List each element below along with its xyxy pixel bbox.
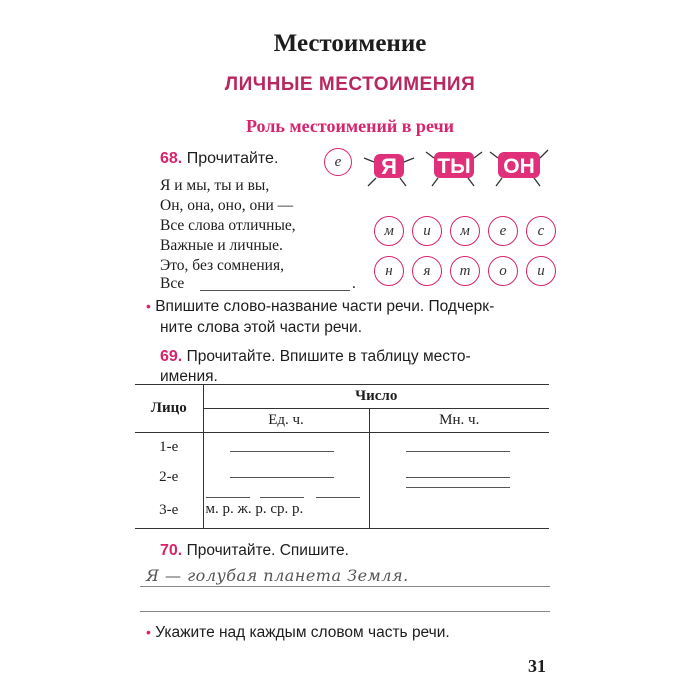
letter-circle: т bbox=[450, 256, 480, 286]
poem bbox=[160, 176, 296, 276]
task-text-continued: ните слова этой части речи. bbox=[160, 319, 362, 336]
exercise-instruction: Прочитайте. Спишите. bbox=[186, 542, 349, 559]
letter-circle: и bbox=[412, 216, 442, 246]
column-header-person: Лицо bbox=[135, 385, 203, 433]
hint-letter: е bbox=[334, 153, 342, 170]
letter-circle: я bbox=[412, 256, 442, 286]
table-cell[interactable] bbox=[369, 493, 549, 529]
exercise-instruction-continued: имения. bbox=[160, 368, 218, 385]
bullet-icon: • bbox=[146, 298, 151, 314]
pronoun-table bbox=[135, 384, 549, 529]
gender-label: ср. р. bbox=[270, 500, 304, 517]
poem-dot: . bbox=[352, 275, 356, 292]
column-header-singular: Ед. ч. bbox=[203, 409, 369, 433]
exercise-68-task bbox=[146, 296, 494, 317]
art-word-ya bbox=[364, 154, 414, 186]
exercise-70-header bbox=[160, 540, 349, 561]
page-title: Местоимение bbox=[273, 30, 427, 57]
exercise-68-header bbox=[160, 150, 278, 168]
row-label: 2-е bbox=[135, 463, 203, 493]
poem-line: Все слова отличные, bbox=[160, 217, 296, 234]
poem-line: Он, она, оно, они — bbox=[160, 197, 294, 214]
letter-circle: с bbox=[526, 216, 556, 246]
art-word: ОН bbox=[503, 155, 535, 178]
writing-line[interactable] bbox=[140, 586, 550, 587]
poem-line: Я и мы, ты и вы, bbox=[160, 177, 270, 194]
page-number: 31 bbox=[528, 656, 546, 676]
table-cell[interactable] bbox=[203, 493, 369, 529]
poem-line: Это, без сомнения, bbox=[160, 257, 284, 274]
subtitle: ЛИЧНЫЕ МЕСТОИМЕНИЯ bbox=[224, 74, 476, 95]
letter-circles-row-1 bbox=[374, 216, 556, 246]
exercise-instruction: Прочитайте. Впишите в таблицу место- bbox=[186, 348, 471, 365]
letter-circle: м bbox=[450, 216, 480, 246]
letter-circle: и bbox=[526, 256, 556, 286]
row-label: 3-е bbox=[135, 493, 203, 529]
letter-circle: о bbox=[488, 256, 518, 286]
section-title: Роль местоимений в речи bbox=[245, 116, 455, 136]
bullet-icon: • bbox=[146, 624, 151, 640]
gender-label: м. р. bbox=[205, 500, 234, 517]
task-text: Впишите слово-название части речи. Подчерк- bbox=[155, 298, 495, 315]
column-header-plural: Мн. ч. bbox=[369, 409, 549, 433]
letter-circle: н bbox=[374, 256, 404, 286]
letter-circle: е bbox=[488, 216, 518, 246]
row-label: 1-е bbox=[135, 433, 203, 463]
art-word-on bbox=[490, 150, 548, 186]
table-cell[interactable] bbox=[369, 463, 549, 493]
art-word: ТЫ bbox=[437, 155, 471, 178]
exercise-number: 69. bbox=[160, 348, 183, 365]
poem-line: Важные и личные. bbox=[160, 237, 283, 254]
table-cell[interactable] bbox=[203, 463, 369, 493]
table-cell[interactable] bbox=[369, 433, 549, 463]
answer-line[interactable] bbox=[200, 290, 350, 291]
handwriting-sample: Я — голубая планета Земля. bbox=[146, 566, 409, 585]
task-text: Укажите над каждым словом часть речи. bbox=[155, 624, 450, 641]
letter-circles-row-2 bbox=[374, 256, 556, 286]
art-word-ty bbox=[426, 152, 482, 186]
pronoun-art bbox=[360, 144, 560, 194]
exercise-number: 70. bbox=[160, 542, 183, 559]
exercise-instruction: Прочитайте. bbox=[186, 150, 279, 167]
gender-label: ж. р. bbox=[237, 500, 267, 517]
poem-last-line bbox=[160, 274, 184, 294]
exercise-69-header bbox=[160, 346, 471, 367]
hint-letter-circle bbox=[324, 148, 352, 176]
letter-circle: м bbox=[374, 216, 404, 246]
exercise-70-task bbox=[146, 622, 450, 643]
art-word: Я bbox=[381, 154, 397, 179]
poem-word: Все bbox=[160, 275, 185, 292]
table-cell[interactable] bbox=[203, 433, 369, 463]
exercise-number: 68. bbox=[160, 150, 183, 167]
column-header-number: Число bbox=[203, 385, 549, 409]
writing-line[interactable] bbox=[140, 611, 550, 612]
